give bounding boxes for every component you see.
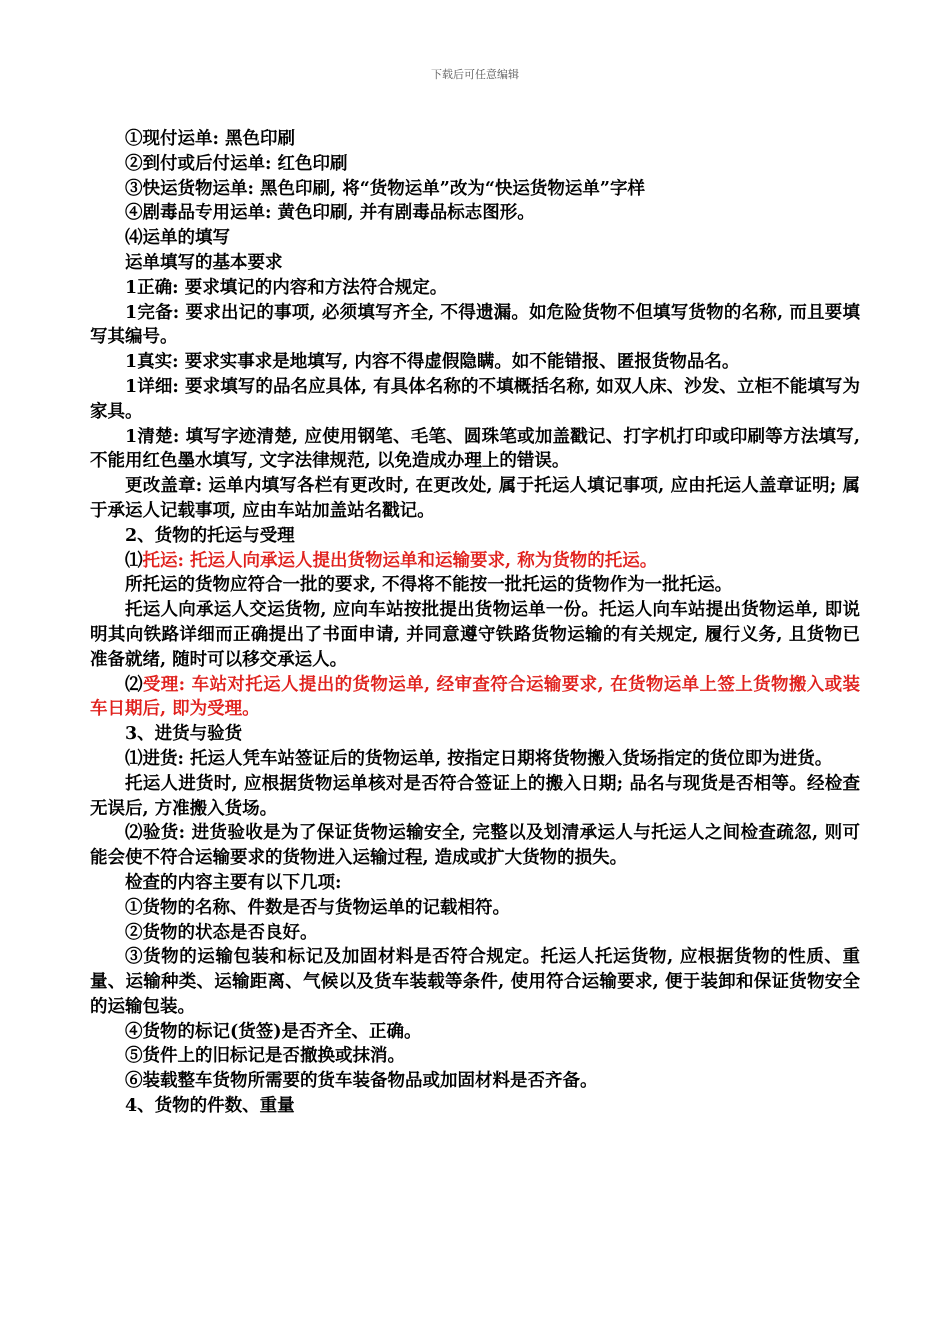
paragraph xyxy=(90,1020,860,1045)
paragraph xyxy=(90,549,860,574)
paragraph-text: ①现付运单: 黑色印刷 xyxy=(125,129,296,149)
paragraph xyxy=(90,127,860,152)
page-header: 下载后可任意编辑 xyxy=(431,68,519,81)
paragraph-text: 托运人进货时, 应根据货物运单核对是否符合签证上的搬入日期; 品名与现货是否相等。经检查无误后, 方准搬入货场。 xyxy=(90,773,860,819)
paragraph xyxy=(90,598,860,672)
paragraph xyxy=(90,1044,860,1069)
paragraph-text: ⑵验货: 进货验收是为了保证货物运输安全, 完整以及划清承运人与托运人之间检查疏忽, 则可能会使不符合运输要求的货物进入运输过程, 造成或扩大货物的损失。 xyxy=(90,823,860,869)
paragraph-text: 所托运的货物应符合一批的要求, 不得将不能按一批托运的货物作为一批托运。 xyxy=(125,575,733,596)
paragraph xyxy=(90,350,860,375)
paragraph xyxy=(90,921,860,946)
paragraph-text: 1真实: 要求实事求是地填写, 内容不得虚假隐瞒。如不能错报、匿报货物品名。 xyxy=(125,352,740,373)
paragraph xyxy=(90,152,860,177)
paragraph-text: ④剧毒品专用运单: 黄色印刷, 并有剧毒品标志图形。 xyxy=(125,203,535,224)
paragraph xyxy=(90,251,860,276)
paragraph-text: 1完备: 要求出记的事项, 必须填写齐全, 不得遗漏。如危险货物不但填写货物的名称, 而且要填写其编号。 xyxy=(90,302,860,348)
paragraph-text: 运单填写的基本要求 xyxy=(125,252,283,273)
document-body xyxy=(90,127,860,1119)
paragraph-text: 4、货物的件数、重量 xyxy=(125,1096,295,1117)
paragraph-text: 3、进货与验货 xyxy=(125,724,243,745)
paragraph-text: ②到付或后付运单: 红色印刷 xyxy=(125,153,348,174)
paragraph xyxy=(90,201,860,226)
paragraph xyxy=(90,524,860,549)
paragraph xyxy=(90,673,860,723)
paragraph-text: ⑷运单的填写 xyxy=(125,228,230,249)
paragraph xyxy=(90,1069,860,1094)
paragraph-text: 检查的内容主要有以下几项: xyxy=(125,872,342,893)
paragraph xyxy=(90,425,860,475)
paragraph xyxy=(90,772,860,822)
paragraph xyxy=(90,276,860,301)
paragraph xyxy=(90,722,860,747)
paragraph-text: ⑤货件上的旧标记是否撤换或抹消。 xyxy=(125,1046,405,1067)
paragraph-prefix: ⑴ xyxy=(125,550,143,571)
paragraph-text: ③货物的运输包装和标记及加固材料是否符合规定。托运人托运货物, 应根据货物的性质、重量、运输种类、运输距离、气候以及货车装载等条件, 使用符合运输要求, 便于装卸和保证货物安全的运输包装。 xyxy=(90,947,860,1017)
paragraph xyxy=(90,375,860,425)
paragraph xyxy=(90,474,860,524)
paragraph xyxy=(90,177,860,202)
highlighted-text: 托运: 托运人向承运人提出货物运单和运输要求, 称为货物的托运。 xyxy=(142,550,658,571)
paragraph-text: ④货物的标记(货签)是否齐全、正确。 xyxy=(125,1021,422,1042)
paragraph xyxy=(90,1094,860,1119)
paragraph xyxy=(90,945,860,1019)
paragraph-text: 1详细: 要求填写的品名应具体, 有具体名称的不填概括名称, 如双人床、沙发、立柜不能填写为家具。 xyxy=(90,376,860,422)
paragraph xyxy=(90,573,860,598)
paragraph-prefix: ⑵ xyxy=(125,674,143,695)
paragraph xyxy=(90,301,860,351)
paragraph-text: 更改盖章: 运单内填写各栏有更改时, 在更改处, 属于托运人填记事项, 应由托运人盖章证明; 属于承运人记载事项, 应由车站加盖站名戳记。 xyxy=(90,476,860,521)
paragraph-text: ②货物的状态是否良好。 xyxy=(125,922,318,943)
paragraph-text: ⑥装载整车货物所需要的货车装备物品或加固材料是否齐备。 xyxy=(125,1071,598,1092)
paragraph xyxy=(90,896,860,921)
paragraph xyxy=(90,821,860,871)
paragraph-text: 1清楚: 填写字迹清楚, 应使用钢笔、毛笔、圆珠笔或加盖戳记、打字机打印或印刷等方法填写, 不能用红色墨水填写, 文字法律规范, 以免造成办理上的错误。 xyxy=(90,426,860,472)
paragraph-text: ③快运货物运单: 黑色印刷, 将“货物运单”改为“快运货物运单”字样 xyxy=(125,178,645,199)
highlighted-text: 受理: 车站对托运人提出的货物运单, 经审查符合运输要求, 在货物运单上签上货物搬入或装车日期后, 即为受理。 xyxy=(90,674,861,720)
paragraph xyxy=(90,226,860,251)
paragraph-text: ⑴进货: 托运人凭车站签证后的货物运单, 按指定日期将货物搬入货场指定的货位即为进货。 xyxy=(125,748,833,769)
paragraph xyxy=(90,747,860,772)
paragraph-text: 托运人向承运人交运货物, 应向车站按批提出货物运单一份。托运人向车站提出货物运单, 即说明其向铁路详细而正确提出了书面申请, 并同意遵守铁路货物运输的有关规定, 履行义务, 且货物已准备就绪, 随时可以移交承运人。 xyxy=(90,600,860,670)
paragraph-text: 2、货物的托运与受理 xyxy=(125,525,295,546)
paragraph-text: 1正确: 要求填记的内容和方法符合规定。 xyxy=(125,277,448,298)
paragraph xyxy=(90,871,860,896)
paragraph-text: ①货物的名称、件数是否与货物运单的记载相符。 xyxy=(125,897,510,918)
